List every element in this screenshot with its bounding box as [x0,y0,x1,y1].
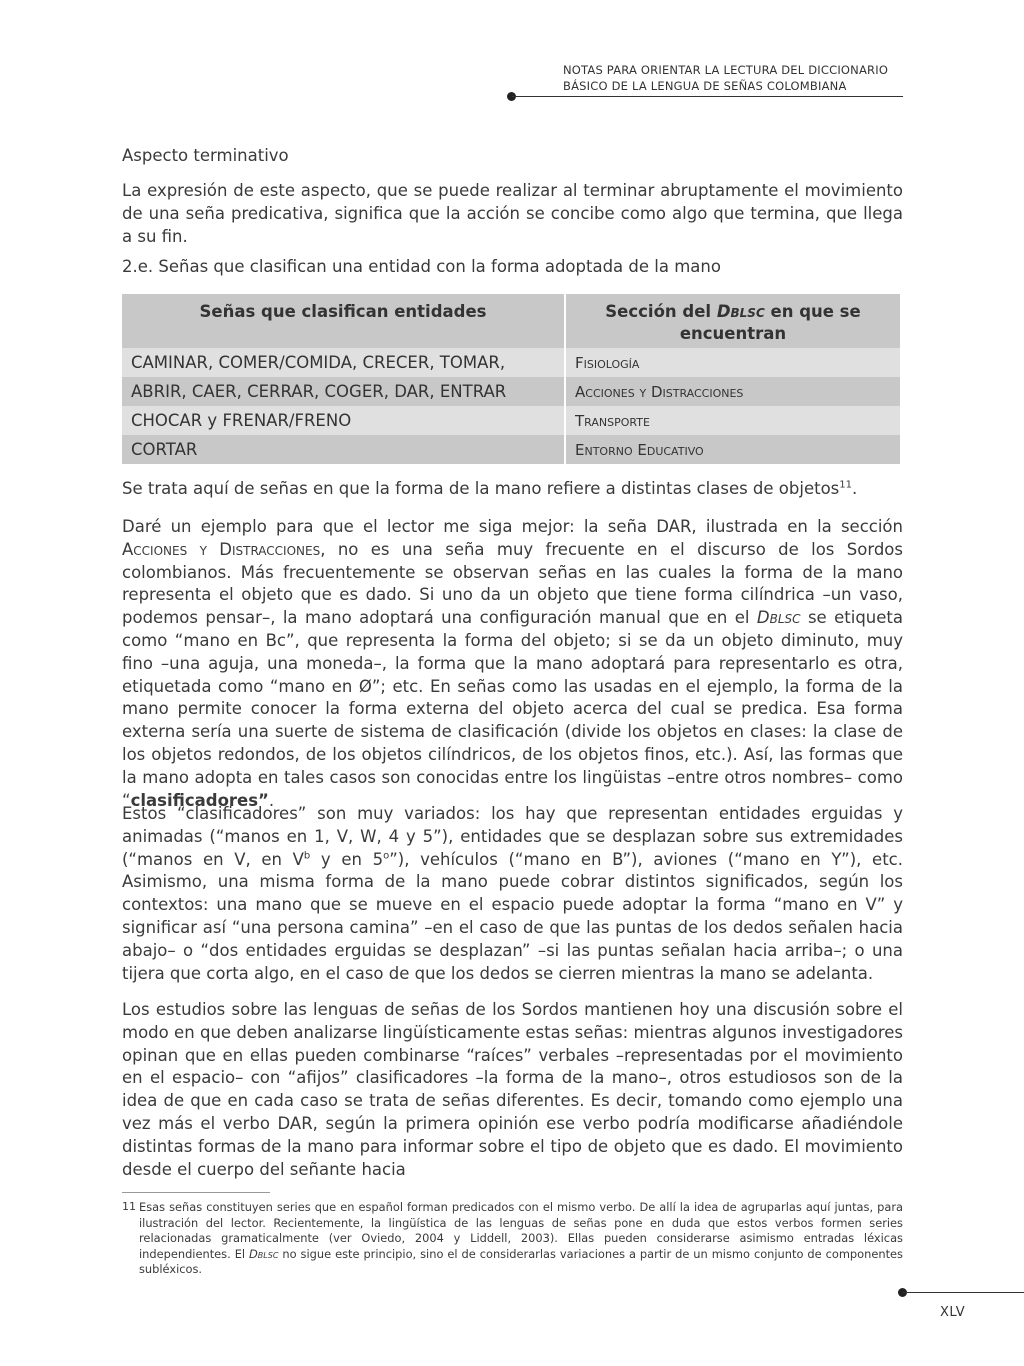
table-header-section-pre: Sección del [605,302,717,321]
running-header-line-2: BÁSICO DE LA LENGUA DE SEÑAS COLOMBIANA [563,79,847,93]
table-header-section-post: en que se encuentran [679,302,861,343]
section-name-acciones: Acciones y Distracciones [122,539,321,559]
paragraph-text: Estos “clasificadores” son muy variados: los hay que representan entidades erguidas y animadas (“manos en 1, V, W, 4 y 5”), entidades que se desplazan sobre sus extremidades (“manos en V, en V [122,804,903,869]
table-header-section [565,294,900,348]
running-header-line-1: NOTAS PARA ORIENTAR LA LECTURA DEL DICCIONARIO [563,63,889,77]
table-caption: 2.e. Señas que clasifican una entidad con la forma adoptada de la mano [122,257,721,276]
dblsc-abbr: Dblsc [249,1246,279,1261]
paragraph-text: se etiqueta como “mano en Bc”, que representa la forma del objeto; si se da un objeto diminuto, muy fino –una aguja, una moneda–, la forma que la mano adoptará para representarlo es otra, etiquetada como “mano en Ø”; etc. En señas como las usadas en el ejemplo, la forma de la mano permite conocer la forma externa del objeto acerca del cual se predica. Esa forma externa sería una suerte de sistema de clasificación (divide los objetos en clases: la clase de los objetos redondos, de los objetos cilíndricos, de los objetos finos, etc.). Así, las formas que la mano adopta en tales casos son conocidas entre los lingüistas –entre otros nombres– como “ [122,608,903,810]
running-header [563,62,923,94]
header-rule [512,96,903,97]
paragraph-classes-of-objects [122,478,903,501]
superscript-o: o [383,850,390,862]
paragraph-linguistic-discussion: Los estudios sobre las lenguas de señas de los Sordos mantienen hoy una discusión sobre el modo en que deben analizarse lingüísticamente estas señas: mientras algunos investigadores opinan que en ellas pueden combinarse “raíces” verbales –representadas por el movimiento en el espacio– con “afijos” clasificadores –la forma de la mano–, otros estudiosos son de la idea de que en cada caso se trata de señas diferentes. Es decir, tomando como ejemplo una vez más el verbo DAR, según la primera opinión ese verbo podría modificarse añadiéndole distintas formas de la mano para informar sobre el tipo de objeto que es dado. El movimiento desde el cuerpo del señante hacia [122,1000,903,1179]
table-cell-section: Acciones y Distracciones [565,377,900,406]
paragraph-classifier-variety [122,803,903,985]
paragraph-text: Se trata aquí de señas en que la forma de la mano refiere a distintas clases de objetos [122,479,840,498]
paragraph-text: . [852,479,858,498]
table-cell-signs: CHOCAR y FRENAR/FRENO [122,406,565,435]
table-header-row [122,294,900,348]
classifier-signs-table [122,294,900,464]
superscript-b: b [303,850,311,862]
footnote-rule [122,1192,270,1193]
footnote-text: Esas señas constituyen series que en español forman predicados con el mismo verbo. De allí la idea de agruparlas aquí juntas, para ilustración del lector. Recientemente, la lingüística de las lenguas de señas pone en duda que estos verbos formen series relacionadas gramaticalmente (ver Oviedo, 2004 y Liddell, 2003). Ellas pueden considerarse asimismo entradas léxicas independientes. El [139,1200,903,1261]
table-row [122,406,900,435]
paragraph-terminative-aspect: La expresión de este aspecto, que se puede realizar al terminar abruptamente el movimiento de una seña predicativa, significa que la acción se concibe como algo que termina, que llega a su fin. [122,181,903,246]
footer-rule [903,1292,1024,1293]
table-cell-signs: CORTAR [122,435,565,464]
paragraph-text: . [268,790,275,810]
footnote-text: no sigue este principio, sino el de considerarlas variaciones a partir de un mismo conjunto de componentes subléxicos. [139,1246,903,1276]
table-row [122,435,900,464]
footnote-body [122,1200,903,1278]
table-row [122,348,900,377]
table-row [122,377,900,406]
dblsc-abbr: Dblsc [756,608,801,628]
page-number: XLV [940,1305,966,1320]
paragraph-text: Daré un ejemplo para que el lector me siga mejor: la seña DAR, ilustrada en la sección [122,517,903,536]
table-header-signs: Señas que clasifican entidades [122,294,565,348]
section-heading: Aspecto terminativo [122,146,289,165]
dblsc-abbr: Dblsc [716,302,765,321]
footnote [122,1200,903,1278]
paragraph-text: , no es una seña muy frecuente en el discurso de los Sordos colombianos. Más frecuentemente se observan señas en las cuales la forma de la mano representa el objeto que es dado. Si uno da un objeto que tiene forma cilíndrica –un vaso, podemos pensar–, la mano adoptará una configuración manual que en el [122,539,903,628]
footnote-reference[interactable]: 11 [839,479,853,491]
table-cell-section: Entorno Educativo [565,435,900,464]
term-clasificadores: clasificadores” [130,790,269,810]
paragraph-dar-example [122,516,903,812]
table-cell-section: Fisiología [565,348,900,377]
paragraph-text: ”), vehículos (“mano en B”), aviones (“mano en Y”), etc. Asimismo, una misma forma de la mano puede cobrar distintos significados, según los contextos: una mano que se mueve en el espacio puede adoptar la forma “mano en V” y significar así “una persona camina” –en el caso de que las puntas de los dedos señalen hacia abajo– o “dos entidades erguidas se desplazan” –si las puntas señalan hacia arriba–; o una tijera que corta algo, en el caso de que los dedos se cierren mientras la mano se adelanta. [122,849,903,983]
table-cell-signs: CAMINAR, COMER/COMIDA, CRECER, TOMAR, [122,348,565,377]
paragraph-text: y en 5 [310,849,384,869]
table-cell-signs: ABRIR, CAER, CERRAR, COGER, DAR, ENTRAR [122,377,565,406]
footnote-number: 11 [122,1200,136,1213]
table-cell-section: Transporte [565,406,900,435]
